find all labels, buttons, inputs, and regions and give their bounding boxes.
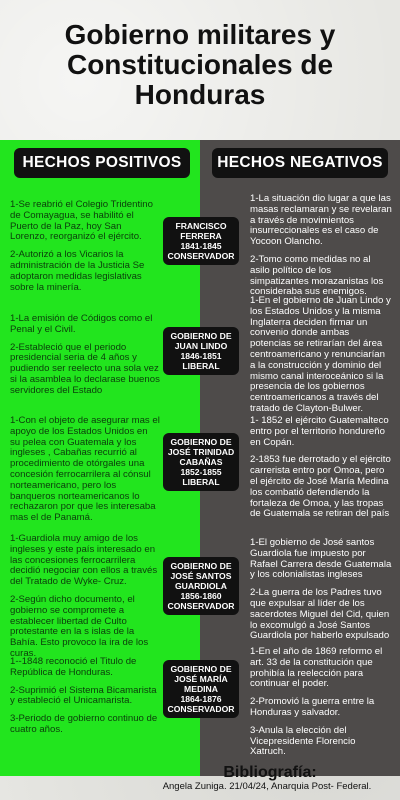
bibliography-title: Bibliografía:	[223, 764, 317, 781]
bibliography-text: Angela Zuniga. 21/04/24, Anarquia Post- Federal.	[162, 781, 372, 792]
negative-fact: 2-La guerra de los Padres tuvo que expulsar al líder de los sacerdotes Miguel del Cid, quien lo excomulgó a José Santos Guardiola por haberlo expulsado	[250, 587, 390, 642]
negative-fact: 2-Tomo como medidas no al asilo político de los simpatizantes morazanistas los consideraba sus enemigos.	[250, 253, 384, 298]
negative-fact: 2-1853 fue derrotado y el ejército carrerista entro por Omoa, pero el ejército de José María Medina los combatió defendiendo la fortaleza de Omoa, y las tropas de Guatemala se retiran del país	[250, 454, 391, 520]
negative-facts-header: HECHOS NEGATIVOS	[212, 148, 388, 178]
cabanas-negative-facts	[250, 416, 392, 527]
positive-fact: 1-Con el objeto de asegurar mas el apoyo de los Estados Unidos en su pelea con Guatemala y los ingleses , Cabañas recurrió al procedimiento de otórgales una concesión ferrocarrilera al cónsul norteamericano, pero los banqueros norteamericanos lo rechazaron por que les interesaba mas el de Panamá.	[10, 415, 160, 524]
negative-fact: 1-En el año de 1869 reformo el art. 33 de la constitución que prohibía la reelección para continuar el poder.	[250, 646, 383, 690]
government-label-lindo: GOBIERNO DE JUAN LINDO 1846-1851 LIBERAL	[163, 327, 239, 375]
lindo-positive-facts	[10, 314, 160, 404]
negative-fact: 3-Anula la elección del Vicepresidente Florencio Xatruch.	[250, 724, 356, 758]
positive-facts-header: HECHOS POSITIVOS	[14, 148, 190, 178]
positive-fact: 1--1848 reconoció el Titulo de República de Honduras.	[10, 656, 137, 678]
positive-fact: 1-Guardiola muy amigo de los ingleses y este país interesado en las concesiones ferrocarrilera decidió negociar con ellos a través del Tratado de Wyke- Cruz.	[10, 533, 158, 588]
government-label-ferrera: FRANCISCO FERRERA 1841-1845 CONSERVADOR	[163, 217, 239, 265]
negative-fact: 1-En el gobierno de Juan Lindo y los Estados Unidos y la misma Inglaterra deciden firmar un convenio donde ambas potencias se retirarían del área centroamericano y renunciarían a la construcción y dominio del mismo canal interoceánico si la presencia de los gobiernos centroamericanos a través del tratado de Clayton-Bulwer.	[250, 295, 391, 414]
government-label-guardiola: GOBIERNO DE JOSÉ SANTOS GUARDIOLA 1856-1860 CONSERVADOR	[163, 557, 239, 615]
negative-fact: 1-La situación dio lugar a que las masas reclamaran y se revelaran a través de movimientos insurreccionales es el caso de Yocoon Olancho.	[250, 193, 392, 248]
guardiola-positive-facts	[10, 534, 160, 667]
positive-fact: 3-Periodo de gobierno continuo de cuatro años.	[10, 713, 158, 735]
negative-fact: 1-El gobierno de José santos Guardiola fue impuesto por Rafael Carrera desde Guatemala y los colonialistas ingleses	[250, 537, 392, 581]
lindo-negative-facts	[250, 296, 392, 422]
title-line-3: Honduras	[134, 79, 266, 110]
cabanas-positive-facts	[10, 416, 160, 531]
medina-negative-facts	[250, 647, 392, 765]
positive-fact: 1-Se reabrió el Colegio Tridentino de Comayagua, se habilitó el Puerto de la Paz, hoy San Lorenzo, reorganizó el ejército.	[10, 199, 153, 243]
positive-fact: 2-Autorizó a los Vicarios la administración de la Justicia Se adoptaron medidas legislativas sobre la minería.	[10, 249, 145, 293]
negative-fact: 1- 1852 el ejército Guatemalteco entro por el territorio hondureño en Copán.	[250, 415, 389, 448]
positive-fact: 2-Suprimió el Sistema Bicamarista y estableció el Unicamarista.	[10, 684, 157, 707]
government-label-medina: GOBIERNO DE JOSÉ MARÍA MEDINA 1864-1876 CONSERVADOR	[163, 660, 239, 718]
medina-positive-facts	[10, 657, 160, 743]
title-line-2: Constitucionales de	[66, 49, 334, 80]
ferrera-negative-facts	[250, 194, 392, 305]
positive-fact: 2-Según dicho documento, el gobierno se compromete a establecer libertad de Culto protestante en la s islas de la Bahía. Esto provoco la ira de los curas.	[10, 593, 149, 659]
page-title	[0, 20, 400, 110]
title-line-1: Gobierno militares y	[64, 19, 336, 50]
ferrera-positive-facts	[10, 200, 160, 300]
positive-fact: 1-La emisión de Códigos como el Penal y el Civil.	[10, 313, 153, 335]
positive-fact: 2-Estableció que el periodo presidencial seria de 4 años y pudiendo ser reelecto una sola vez si la asamblea lo declarase buenos servidores del Estado	[10, 341, 160, 396]
negative-fact: 2-Promovió la guerra entre la Honduras y salvador.	[250, 696, 375, 718]
guardiola-negative-facts	[250, 538, 392, 649]
government-label-cabanas: GOBIERNO DE JOSÉ TRINIDAD CABAÑAS 1852-1855 LIBERAL	[163, 433, 239, 491]
